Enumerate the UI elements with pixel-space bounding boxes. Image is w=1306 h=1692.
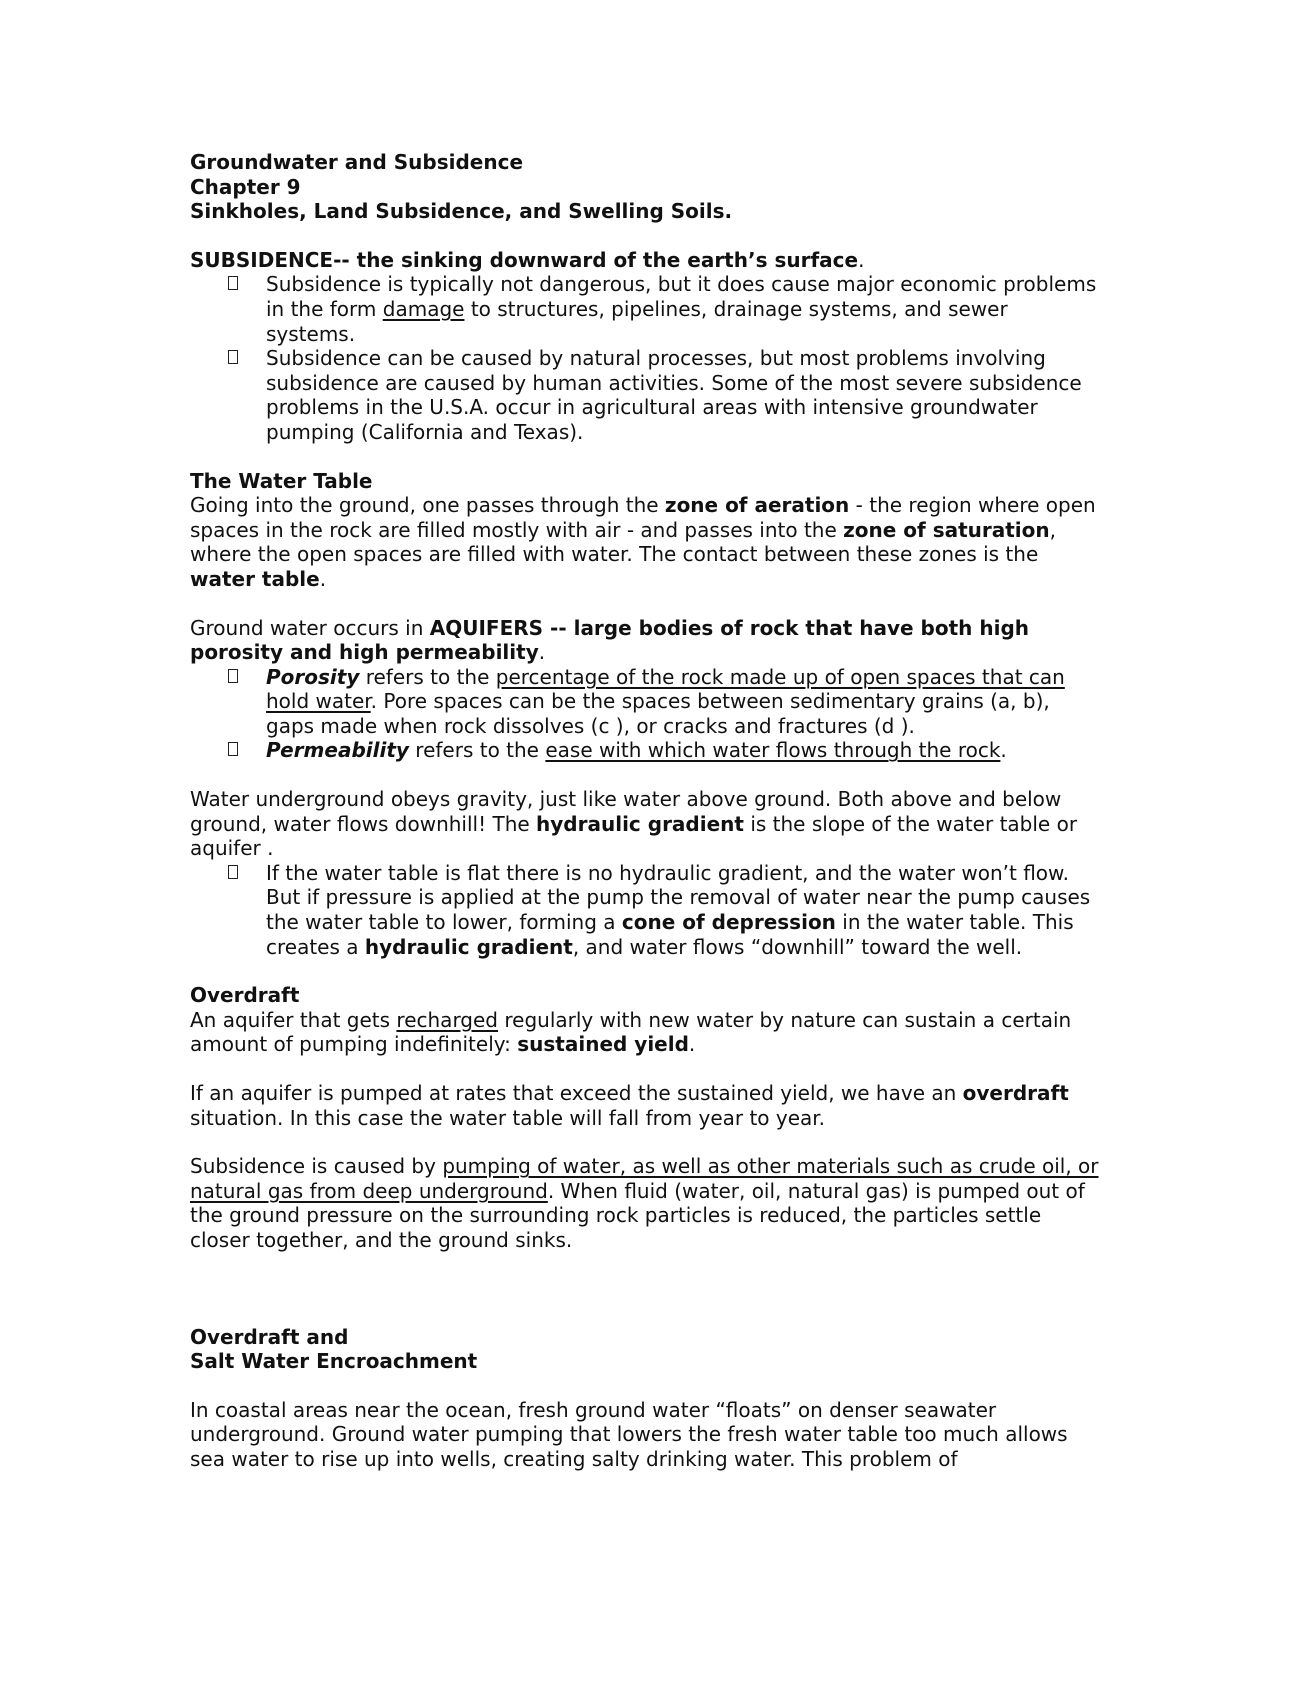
section-heading-overdraft: Overdraft <box>190 983 300 1008</box>
overdraft-paragraph-1: An aquifer that gets recharged regularly with new water by nature can sustain a certain amount of pumping indefinitely: sustained yield. <box>190 1007 1072 1057</box>
section-heading-water-table: The Water Table <box>190 468 373 493</box>
gravity-paragraph: Water underground obeys gravity, just like water above ground. Both above and below ground, water flows downhill! The hydraulic gradient is the slope of the water table or aquifer . <box>190 787 1078 861</box>
bullet-icon <box>228 276 238 290</box>
section-heading-salt-water: Overdraft and Salt Water Encroachment <box>190 1324 478 1374</box>
subsidence-definition: SUBSIDENCE-- the sinking downward of the earth’s surface. <box>190 247 865 272</box>
doc-title: Groundwater and Subsidence Chapter 9 Sinkholes, Land Subsidence, and Swelling Soils. <box>190 150 733 224</box>
document-page <box>190 150 1100 1472</box>
aquifers-paragraph: Ground water occurs in AQUIFERS -- large bodies of rock that have both high porosity and high permeability. <box>190 615 1030 665</box>
salt-water-paragraph: In coastal areas near the ocean, fresh ground water “floats” on denser seawater underground. Ground water pumping that lowers the fresh water table too much allows sea water to rise up into wells, creating salty drinking water. This problem of <box>190 1397 1068 1471</box>
gravity-bullets <box>190 861 1100 959</box>
overdraft-paragraph-3: Subsidence is caused by pumping of water, as well as other materials such as crude oil, or natural gas from deep underground. When fluid (water, oil, natural gas) is pumped out of the ground pressure on the surrounding rock particles is reduced, the particles settle closer together, and the ground sinks. <box>190 1154 1099 1252</box>
aquifer-bullets <box>190 665 1100 763</box>
bullet-icon <box>228 669 238 683</box>
bullet-icon <box>228 350 238 364</box>
list-item: If the water table is flat there is no hydraulic gradient, and the water won’t flow. But if pressure is applied at the pump the removal of water near the pump causes the water table to lower, forming a cone of depression in the water table. This creates a hydraulic gradient, and water flows “downhill” toward the well. <box>190 861 1100 959</box>
bullet-icon <box>228 865 238 879</box>
water-table-paragraph: Going into the ground, one passes through the zone of aeration - the region where open spaces in the rock are filled mostly with air - and passes into the zone of saturation, where the open spaces are filled with water. The contact between these zones is the water table. <box>190 493 1096 591</box>
subsidence-bullets <box>190 272 1100 444</box>
overdraft-paragraph-2: If an aquifer is pumped at rates that exceed the sustained yield, we have an overdraft situation. In this case the water table will fall from year to year. <box>190 1081 1069 1130</box>
list-item: Subsidence is typically not dangerous, but it does cause major economic problems in the form damage to structures, pipelines, drainage systems, and sewer systems. <box>190 272 1100 346</box>
list-item: Permeability refers to the ease with which water flows through the rock. <box>190 738 1100 763</box>
list-item: Porosity refers to the percentage of the rock made up of open spaces that can hold water. Pore spaces can be the spaces between sedimentary grains (a, b), gaps made when rock dissolves (c ), or cracks and fractures (d ). <box>190 665 1100 739</box>
list-item: Subsidence can be caused by natural processes, but most problems involving subsidence are caused by human activities. Some of the most severe subsidence problems in the U.S.A. occur in agricultural areas with intensive groundwater pumping (California and Texas). <box>190 346 1100 444</box>
bullet-icon <box>228 742 238 756</box>
